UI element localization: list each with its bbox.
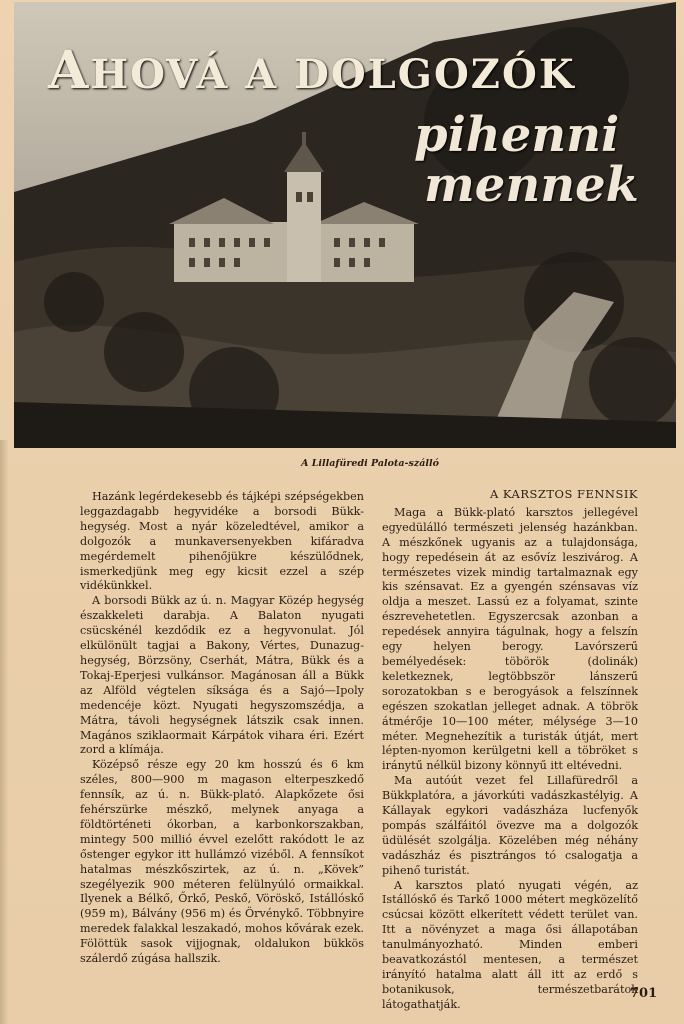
section-heading: A KARSZTOS FENNSIK <box>489 487 638 501</box>
paragraph: Maga a Bükk-plató karsztos jellegével egyedülálló természeti jelenség hazánkban. A mészkőnek ugyanis az a tulajdonsága, hogy repedésein át az esővíz leszivárog. A természetes vizek mindig tartalmaznak egy kis szénsavat. Ez a gyengén szénsavas víz oldja a meszet. Lassú ez a folyamat, szinte észrevehetetlen. Egyszercsak azonban a repedések annyira tágulnak, hogy a felszín egy helyen berogy. Lavórszerű bemélyedések: töbörök (dolinák) keletkeznek, legtöbbször lánszerű sorozatokban s e berogyások a felszínnek egészen szokatlan jelleget adnak. A töbrök átmérője 10—100 méter, mélysége 3—10 méter. Megnehezítik a turisták útját, mert lépten-nyomon kerülgetni kell a töbröket s iránytű nélkül bizony könnyű itt eltévedni. <box>382 505 638 773</box>
paragraph: A borsodi Bükk az ú. n. Magyar Közép hegység északkeleti darabja. A Balaton nyugati csücskénél kezdődik ez a hegyvonulat. Jól elkülönült tagjai a Bakony, Vértes, Dunazug-hegység, Börzsöny, Cserhát, Mátra, Bükk és a Tokaj-Eperjesi vulkánsor. Magánosan áll a Bükk az Alföld végtelen síksága és a Sajó—Ipoly medencéje közt. Nyugati hegyszomszédja, a Mátra, távoli hegységnek látszik csak innen. Magános sziklaormait Kárpátok vihara éri. Ezért zord a klímája. <box>80 594 364 757</box>
headline-text: HOVÁ A DOLGOZÓK <box>90 51 576 98</box>
paragraph: Ma autóút vezet fel Lillafüredről a Bükkplatóra, a jávorkúti vadászkastélyig. A Kállayak egykori vadászháza lucfenyők pompás szálfáitól övezve ma a dolgozók üdülését szolgálja. Közelében még néhány vadászház és pisztrángos tó csalogatja a pihenő turistát. <box>382 774 638 877</box>
subheadline-line-1: pihenni <box>414 107 620 163</box>
lillafured-palace-photo <box>14 2 676 448</box>
photo-caption: A Lillafüredi Palota-szálló <box>301 458 439 469</box>
page-number: 701 <box>630 986 658 1001</box>
paragraph: A karsztos plató nyugati végén, az Istállóskő és Tarkő 1000 métert megközelítő csúcsai között elkerített védett terület van. Itt a növényzet a maga ősi állapotában tanulmányozható. Minden emberi beavatkozástól mentesen, a természet irányító hatalma alatt áll itt az erdő s botanikusok, természetbarátok látogathatják. <box>382 878 638 1011</box>
right-column <box>382 487 638 1013</box>
paragraph: Hazánk legérdekesebb és tájképi szépségekben leggazdagabb hegyvidéke a borsodi Bükk-hegység. Most a nyár közeledtével, amikor a dolgozók a munkaversenyekben kifáradva megérdemelt pihenőjükre készülődnek, ismerkedjünk meg egy kicsit ezzel a szép vidékünkkel. <box>80 490 364 593</box>
paragraph: Középső része egy 20 km hosszú és 6 km széles, 800—900 m magason elterpeszkedő fennsík, az ú. n. Bükk-plató. Alapkőzete ősi fehérszürke mészkő, melynek anyaga a földtörténeti ókorban, a karbonkorszakban, mintegy 500 millió évvel ezelőtt rakódott le az őstenger egykor itt hullámzó vizéből. A fennsíkot hatalmas mészkőszirtek, az ú. n. „Kövek” szegélyezik 900 méteren felülnyúló ormaikkal. Ilyenek a Bélkő, Őrkő, Peskő, Vöröskő, Istállóskő (959 m), Bálvány (956 m) és Örvénykő. Többnyire meredek falakkal leszakadó, mohos kővárak ezek. Fölöttük sasok vijjognak, oldalukon bükkös szálerdő zúgása hallszik. <box>80 758 364 966</box>
headline-initial: A <box>48 40 91 101</box>
left-column <box>80 490 364 967</box>
subheadline-line-2: mennek <box>424 157 639 213</box>
headline <box>48 40 676 101</box>
page-edge-shadow <box>0 440 8 1024</box>
